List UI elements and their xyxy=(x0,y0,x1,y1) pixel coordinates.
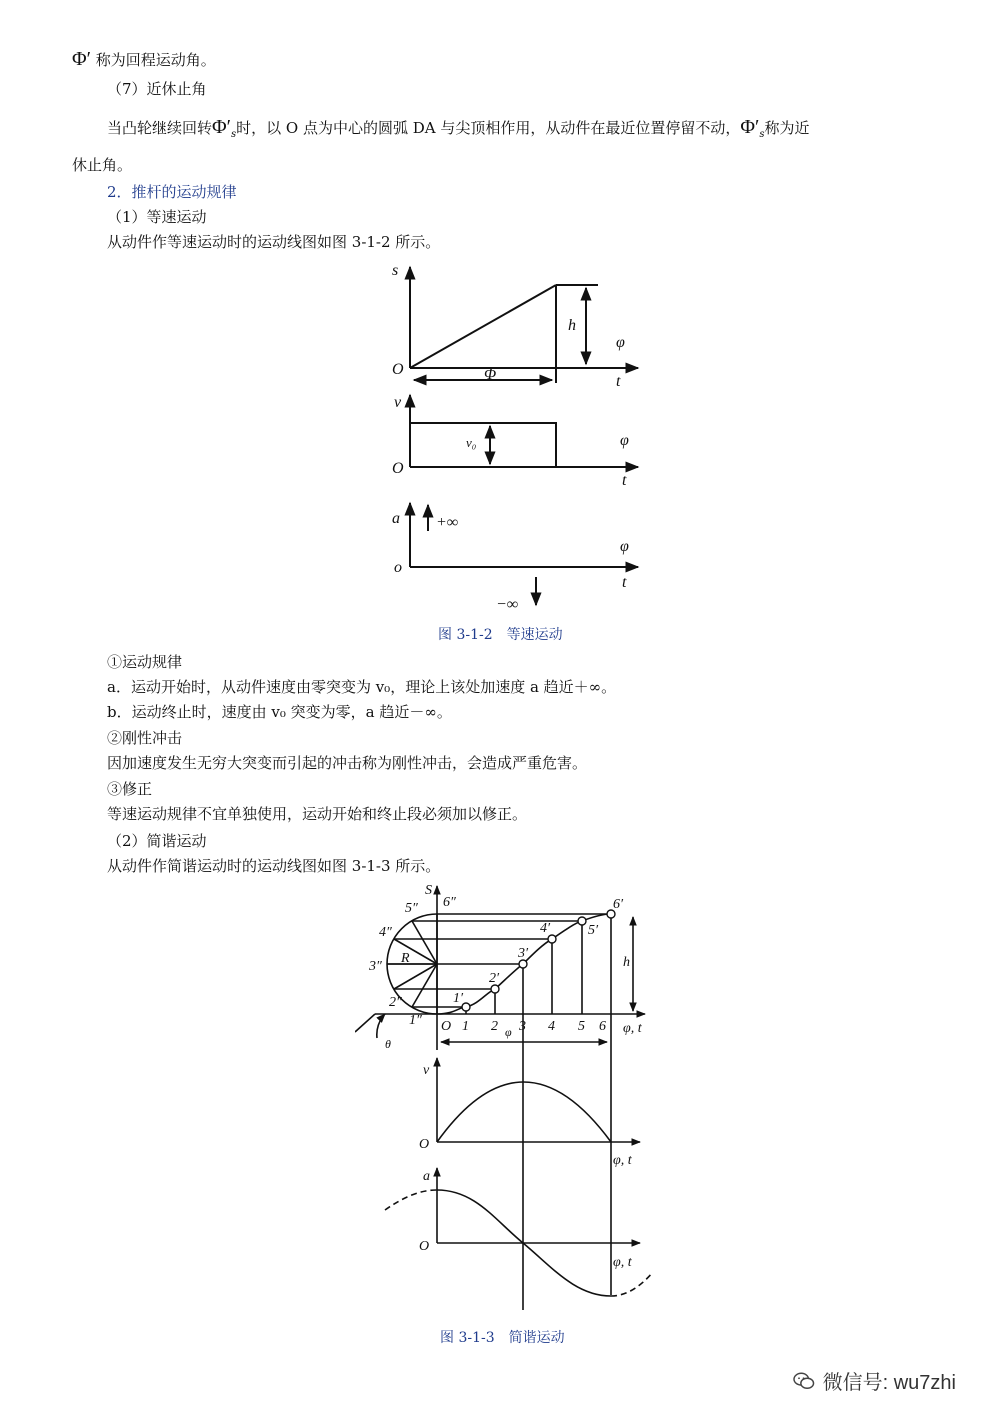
acceleration-dashed-left xyxy=(385,1190,437,1210)
minus-inf-label: −∞ xyxy=(496,596,519,613)
a-label: a xyxy=(392,510,400,527)
t-label-3: t xyxy=(622,574,627,591)
phi-label-top: φ xyxy=(505,1025,512,1039)
plus-inf-label: +∞ xyxy=(436,514,459,531)
curve-pt-6: 6′ xyxy=(613,897,624,912)
para-near-dwell: 当凸轮继续回转$\Phi'_s$时，以 O 点为中心的圆弧 DA 与尖顶相作用，从动件在最近位置停留不动，$\Phi'_s$称为近 xyxy=(107,116,810,140)
intro-harmonic: 从动件作简谐运动时的运动线图如图 3-1-3 所示。 xyxy=(107,857,441,875)
heading-near-dwell: （7）近休止角 xyxy=(107,80,207,98)
phi-label-3: φ xyxy=(620,538,629,555)
harmonic-s-graph xyxy=(355,886,645,1310)
origin-label-v: O xyxy=(419,1137,430,1152)
R-label: R xyxy=(401,951,410,966)
origin-label-a: O xyxy=(419,1239,430,1254)
curve-pt-3: 3′ xyxy=(518,946,529,961)
figure-harmonic-motion xyxy=(355,880,665,1320)
phi-label-1: φ xyxy=(616,334,625,351)
curve-pt-4: 4′ xyxy=(540,921,551,936)
impact-text: 因加速度发生无穷大突变而引起的冲击称为刚性冲击，会造成严重危害。 xyxy=(107,754,588,772)
phi-s-symbol: Φ′ xyxy=(212,116,232,138)
s-label: s xyxy=(392,262,399,279)
tick-3: 3 xyxy=(519,1019,526,1034)
rule-b: b．运动终止时，速度由 v₀ 突变为零，a 趋近－∞。 xyxy=(107,703,452,721)
circle-pt-2: 2″ xyxy=(389,995,402,1010)
figure-caption-2: 图 3-1-3 简谐运动 xyxy=(440,1330,565,1346)
Phi-label: Φ xyxy=(484,366,497,383)
theta-label: θ xyxy=(385,1037,391,1051)
v-label-2: v xyxy=(423,1063,430,1078)
displacement-line xyxy=(410,285,556,368)
intro-uniform: 从动件作等速运动时的运动线图如图 3-1-2 所示。 xyxy=(107,233,441,251)
circle-pt-4: 4″ xyxy=(379,925,392,940)
phi-s-symbol-2: Φ′ xyxy=(740,116,760,138)
harmonic-a-graph xyxy=(385,1168,653,1296)
fix-heading: ③修正 xyxy=(107,780,153,798)
velocity-step xyxy=(410,423,556,467)
sub-heading-harmonic: （2）简谐运动 xyxy=(107,832,207,850)
a-label-2: a xyxy=(423,1169,430,1184)
para-return-angle xyxy=(72,48,216,71)
phi-label-2: φ xyxy=(620,432,629,449)
acceleration-dashed-right xyxy=(611,1272,653,1296)
section-heading-motion: 2．推杆的运动规律 xyxy=(107,183,237,201)
curve-pt-2: 2′ xyxy=(489,971,500,986)
origin-label-1: O xyxy=(392,361,404,378)
v0-label: v₀ xyxy=(466,435,477,450)
para-near-dwell-b: 时，以 O 点为中心的圆弧 DA 与尖顶相作用，从动件在最近位置停留不动， xyxy=(236,119,741,137)
tick-1: 1 xyxy=(462,1019,469,1034)
circle-pt-6: 6″ xyxy=(443,895,456,910)
curve-pt-5: 5′ xyxy=(588,923,599,938)
wechat-icon xyxy=(793,1371,815,1391)
phi-prime-symbol: Φ′ xyxy=(72,48,91,70)
h-label: h xyxy=(568,317,576,334)
v-label: v xyxy=(394,394,402,411)
rule-heading: ①运动规律 xyxy=(107,653,183,671)
wechat-watermark xyxy=(793,1366,956,1395)
impact-heading: ②刚性冲击 xyxy=(107,729,183,747)
axis-label-top: φ, t xyxy=(623,1021,642,1036)
origin-label-top: O xyxy=(441,1019,452,1034)
figure-uniform-motion xyxy=(380,255,650,615)
para-near-dwell-cont: 休止角。 xyxy=(72,156,133,174)
origin-label-3: o xyxy=(394,559,402,576)
axis-label-a: φ, t xyxy=(613,1255,632,1270)
circle-pt-1: 1″ xyxy=(409,1013,422,1028)
sub-heading-uniform: （1）等速运动 xyxy=(107,208,207,226)
velocity-curve xyxy=(437,1082,611,1142)
origin-label-2: O xyxy=(392,460,404,477)
axis-label-v: φ, t xyxy=(613,1153,632,1168)
rule-a: a．运动开始时，从动件速度由零突变为 v₀，理论上该处加速度 a 趋近＋∞。 xyxy=(107,678,617,696)
tick-5: 5 xyxy=(578,1019,585,1034)
curve-pt-1: 1′ xyxy=(453,991,464,1006)
tick-6: 6 xyxy=(599,1019,606,1034)
para-near-dwell-c: 称为近 xyxy=(764,119,810,137)
S-label: S xyxy=(425,883,432,898)
tick-4: 4 xyxy=(548,1019,555,1034)
harmonic-v-graph xyxy=(437,1058,640,1142)
fix-text: 等速运动规律不宜单独使用，运动开始和终止段必须加以修正。 xyxy=(107,805,528,823)
circle-pt-3: 3″ xyxy=(369,959,382,974)
h-label-2: h xyxy=(623,955,630,970)
circle-pt-5: 5″ xyxy=(405,901,418,916)
tick-2: 2 xyxy=(491,1019,498,1034)
para-near-dwell-a: 当凸轮继续回转 xyxy=(107,119,213,137)
para-return-angle-text: 称为回程运动角。 xyxy=(95,51,216,69)
t-label-2: t xyxy=(622,472,627,489)
figure-caption-1: 图 3-1-2 等速运动 xyxy=(438,627,563,643)
watermark-text: 微信号: wu7zhi xyxy=(822,1372,956,1394)
t-label-1: t xyxy=(616,373,621,390)
